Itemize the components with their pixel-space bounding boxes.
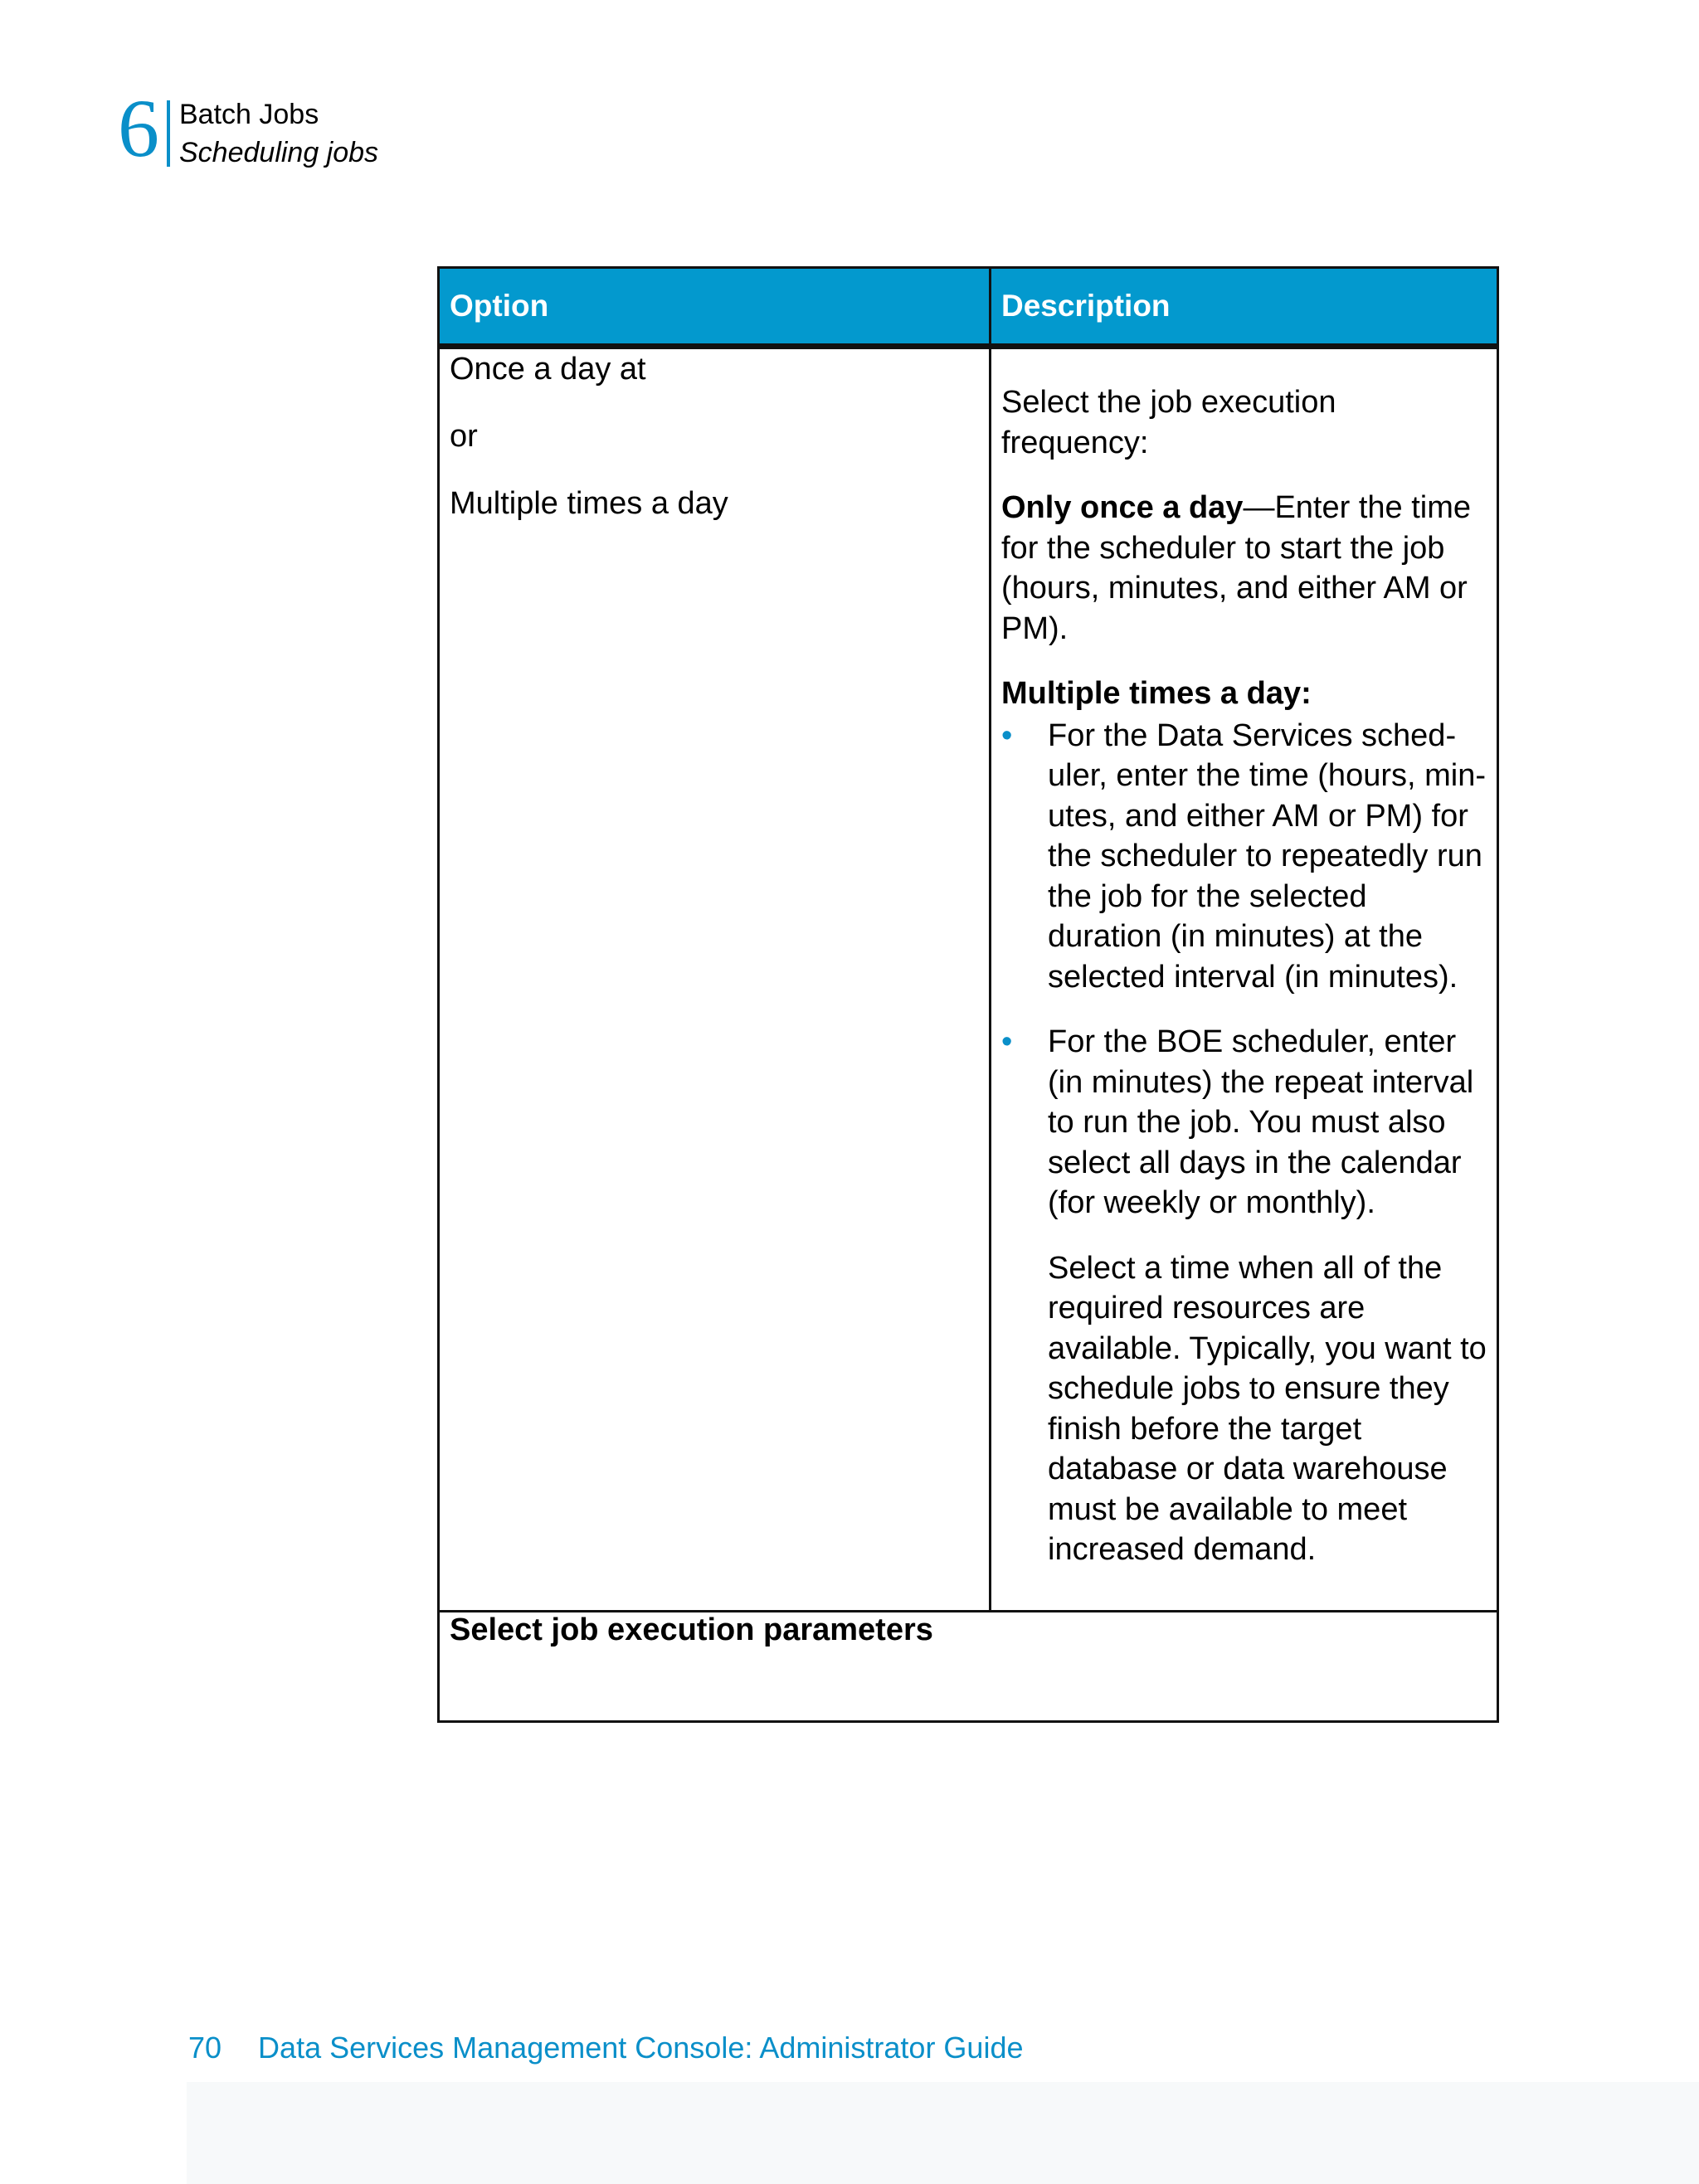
option-column-header: Option [439, 268, 991, 347]
chapter-title: Batch Jobs [179, 99, 319, 130]
option-line: or [450, 419, 478, 454]
chapter-divider [167, 100, 170, 167]
footer-band [187, 2082, 1699, 2184]
execution-parameters-cell: Select job execution parameters [439, 1611, 1498, 1721]
option-line: Once a day at [450, 352, 646, 387]
chapter-number: 6 [118, 82, 159, 174]
options-table [437, 266, 1499, 1723]
multiple-times-heading [1001, 674, 1487, 714]
book-title: Data Services Management Console: Administrator Guide [258, 2031, 1024, 2065]
section-title: Scheduling jobs [179, 137, 379, 168]
description-intro: Select the job execution frequency: [1001, 385, 1336, 460]
table-row [439, 347, 1498, 1612]
option-line: Multiple times a day [450, 486, 728, 521]
bullet-icon: • [1001, 1024, 1013, 1059]
list-item [1001, 716, 1487, 998]
multiple-times-label: Multiple times a day: [1001, 676, 1312, 711]
bullet-icon: • [1001, 717, 1013, 753]
description-cell [991, 347, 1498, 1612]
bullet-text: For the Data Services scheduler, enter the time (hours, minutes, and either AM or PM) for the scheduler to repeatedly run the job for the selected duration (in minutes) at the selected interval (in minutes). [1048, 717, 1486, 995]
option-cell [439, 347, 991, 1612]
bullet-text: For the BOE scheduler, enter (in minutes) the repeat interval to run the job. You must also select all days in the calendar (for weekly or monthly). [1048, 1024, 1474, 1220]
once-a-day-paragraph [1001, 488, 1487, 649]
list-item [1001, 1022, 1487, 1223]
table-row [439, 1611, 1498, 1721]
once-a-day-text: —Enter the time for the scheduler to start the job (hours, minutes, and either AM or PM). [1001, 490, 1472, 646]
continuation-paragraph: Select a time when all of the required resources are available. Typically, you want to schedule jobs to ensure they finish before the target database or data warehouse must be available to meet increased demand. [1048, 1250, 1487, 1567]
page-footer [188, 2030, 1024, 2066]
once-a-day-label: Only once a day [1001, 490, 1244, 525]
table-header-row [439, 268, 1498, 347]
description-column-header: Description [991, 268, 1498, 347]
page-number: 70 [188, 2031, 222, 2065]
